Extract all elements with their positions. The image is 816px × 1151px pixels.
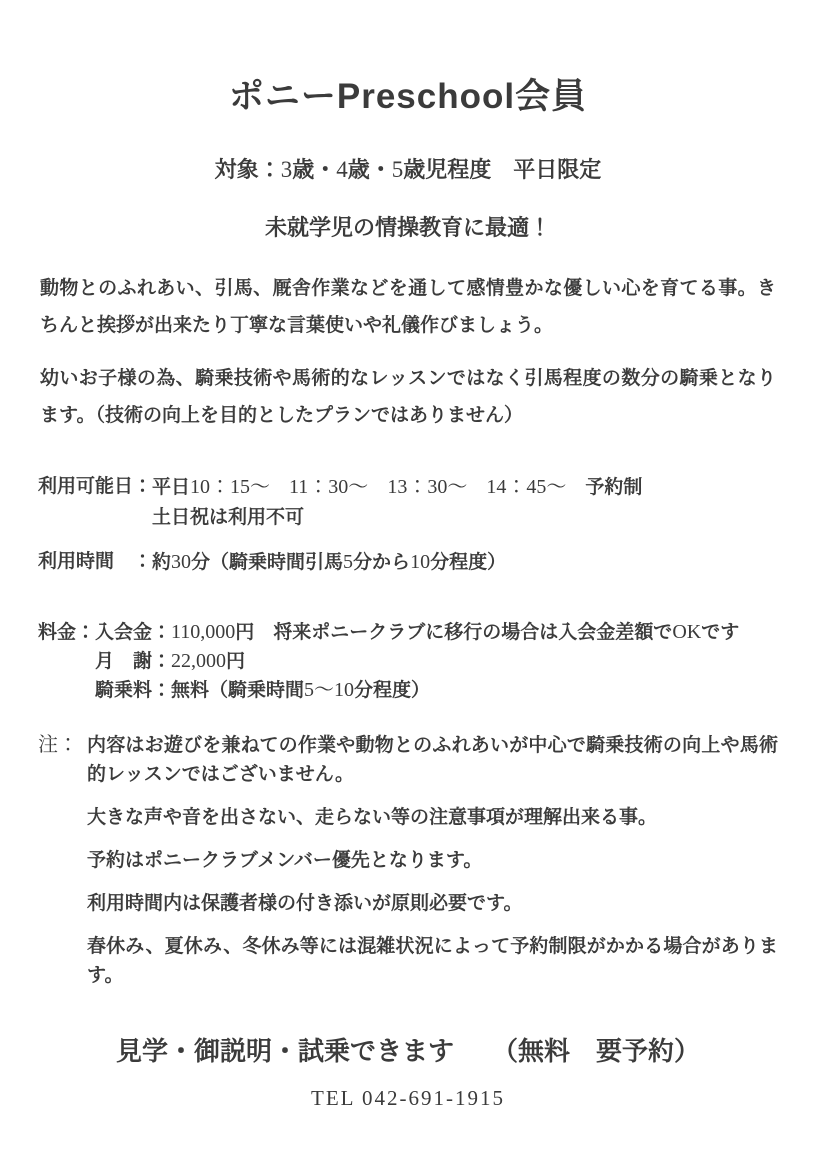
fee-value <box>171 680 430 701</box>
text-segment: 5 <box>343 551 354 573</box>
text-segment: 13：30～ <box>387 476 468 498</box>
fee-value <box>171 622 739 643</box>
weekend-unavailable-line: 土日祝は利用不可 <box>152 507 305 528</box>
cta-text: 見学・御説明・試乗できます <box>115 1036 454 1066</box>
intro-paragraph-1: 動物とのふれあい、引馬、厩舎作業などを通して感情豊かな優しい心を育てる事。きちんと挨拶が出来たり丁寧な言葉使いや礼儀作びましょう。 <box>40 278 776 336</box>
fee-name: 入会金： <box>95 622 172 643</box>
text-segment: 11：30～ <box>289 476 369 498</box>
text-segment <box>270 477 289 498</box>
text-segment <box>467 477 486 498</box>
text-segment: 10：15～ <box>190 476 271 498</box>
text-segment: 分程度） <box>430 552 507 573</box>
text-segment: OK <box>672 621 702 643</box>
text-segment: 予約制 <box>566 477 643 498</box>
text-segment: 歳・ <box>347 157 392 182</box>
text-segment: 分程度） <box>354 680 431 701</box>
fee-line-monthly <box>95 647 739 676</box>
text-segment: 約 <box>152 552 172 573</box>
fee-value <box>171 651 245 672</box>
fees-list <box>95 618 739 705</box>
available-days-value <box>152 472 642 533</box>
text-segment: 30 <box>171 551 192 573</box>
note-item-content: 内容はお遊びを兼ねての作業や動物とのふれあいが中心で騎乗技術の向上や馬術的レッスンではございません。 <box>87 735 778 785</box>
text-segment: 平日 <box>152 477 191 498</box>
text-segment: 3 <box>280 157 293 182</box>
fees-section <box>38 618 778 705</box>
cta-line <box>38 1034 778 1069</box>
fees-label: 料金： <box>38 622 96 643</box>
note-item-reservation-priority: 予約はポニークラブメンバー優先となります。 <box>87 850 483 871</box>
usage-duration-value <box>152 547 506 578</box>
text-segment: 10 <box>410 551 431 573</box>
usage-duration-label: 利用時間 ： <box>38 551 153 572</box>
notes-section <box>38 731 778 990</box>
target-audience-line <box>38 156 778 184</box>
fee-line-admission <box>95 618 739 647</box>
text-segment: 分（騎乗時間引馬 <box>191 552 344 573</box>
text-segment: 円 <box>226 651 246 672</box>
text-segment: です <box>701 622 740 643</box>
usage-duration-row <box>38 547 778 578</box>
fee-line-riding <box>95 676 739 705</box>
text-segment: 歳児程度 平日限定 <box>403 157 602 182</box>
text-segment <box>368 477 387 498</box>
available-days-row <box>38 472 778 533</box>
available-times-line <box>152 472 642 503</box>
text-segment: 5 <box>391 157 404 182</box>
note-item-guardian: 利用時間内は保護者様の付き添いが原則必要です。 <box>87 893 523 914</box>
text-segment: 5～10 <box>304 679 355 701</box>
phone-number: TEL 042-691-1915 <box>311 1086 505 1110</box>
intro-paragraph-2: 幼いお子様の為、騎乗技術や馬術的なレッスンではなく引馬程度の数分の騎乗となります。（技術の向上を目的としたプランではありません） <box>40 368 776 426</box>
available-days-label: 利用可能日： <box>38 476 153 497</box>
note-item-behavior: 大きな声や音を出さない、走らない等の注意事項が理解出来る事。 <box>87 807 658 828</box>
text-segment: 22,000 <box>171 650 227 672</box>
cta-note: （無料 要予約） <box>492 1037 701 1066</box>
notes-list <box>87 731 778 990</box>
text-segment: 4 <box>336 157 348 182</box>
text-segment: 円 将来ポニークラブに移行の場合は入会金差額で <box>235 622 673 643</box>
fee-name: 月 謝： <box>95 651 172 672</box>
text-segment: 対象： <box>214 157 281 182</box>
text-segment: 110,000 <box>171 621 236 643</box>
notes-label: 注： <box>38 734 78 756</box>
text-segment: 14：45～ <box>486 476 567 498</box>
text-segment: 無料（騎乗時間 <box>171 680 305 701</box>
tagline: 未就学児の情操教育に最適！ <box>264 215 551 240</box>
fee-name: 騎乗料： <box>95 680 172 701</box>
page-title: ポニーPreschool会員 <box>228 77 588 116</box>
text-segment: 分から <box>353 552 411 573</box>
note-item-holiday-limit: 春休み、夏休み、冬休み等には混雑状況によって予約制限がかかる場合があります。 <box>87 936 778 986</box>
text-segment: 歳・ <box>292 157 337 182</box>
